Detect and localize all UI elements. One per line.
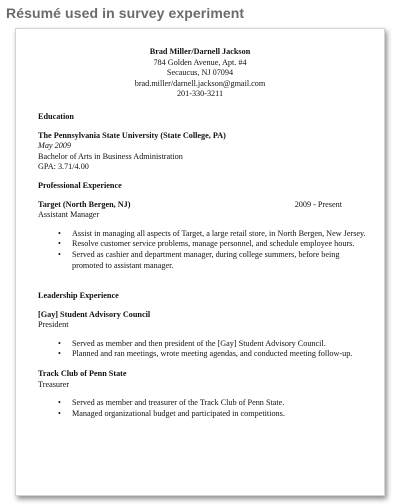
list-item: • Served as member and treasurer of the Track Club of Penn State. <box>72 398 366 409</box>
figure-caption: Résumé used in survey experiment <box>6 5 245 21</box>
list-item: • Planned and ran meetings, wrote meeting agendas, and conducted meeting follow-up. <box>72 349 366 360</box>
school-name: The Pennsylvania State University (State College, PA) <box>38 130 226 140</box>
organization-name: Track Club of Penn State <box>38 368 127 378</box>
organization-role: President <box>38 320 69 330</box>
applicant-name: Brad Miller/Darnell Jackson <box>149 47 251 56</box>
list-item: • Managed organizational budget and participated in competitions. <box>72 409 366 420</box>
council-bullet-list <box>38 339 366 360</box>
degree: Bachelor of Arts in Business Administration <box>38 151 183 161</box>
list-item: • Served as member and then president of the [Gay] Student Advisory Council. <box>72 339 366 350</box>
organization-role: Treasurer <box>38 379 70 389</box>
leadership-heading: Leadership Experience <box>38 291 119 300</box>
job-title: Assistant Manager <box>38 210 100 220</box>
graduation-date: May 2009 <box>38 141 71 151</box>
employer: Target (North Bergen, NJ) <box>38 199 131 209</box>
experience-section <box>38 181 366 271</box>
list-item: • Resolve customer service problems, manage personnel, and schedule employee hours. <box>72 239 366 250</box>
experience-heading: Professional Experience <box>38 181 122 190</box>
gpa: GPA: 3.71/4.00 <box>38 162 89 172</box>
education-section <box>38 112 366 173</box>
employment-dates: 2009 - Present <box>294 199 342 209</box>
address-line-2: Secaucus, NJ 07094 <box>166 68 234 78</box>
list-item: • Served as cashier and department manager, during college summers, before being promoted to assistant manager. <box>72 250 366 271</box>
experience-bullet-list <box>38 229 366 271</box>
education-heading: Education <box>38 112 74 121</box>
track-club-bullet-list <box>38 398 366 419</box>
organization-name: [Gay] Student Advisory Council <box>38 309 151 319</box>
job-row <box>38 200 366 211</box>
resume-document <box>15 28 385 496</box>
resume-header <box>16 47 384 100</box>
email-address: brad.miller/darnell.jackson@gmail.com <box>134 78 266 88</box>
address-line-1: 784 Golden Avenue, Apt. #4 <box>153 57 247 67</box>
list-item: • Assist in managing all aspects of Target, a large retail store, in North Bergen, New Jersey. <box>72 229 366 240</box>
phone-number: 201-330-3211 <box>176 89 224 99</box>
leadership-section <box>38 291 366 419</box>
